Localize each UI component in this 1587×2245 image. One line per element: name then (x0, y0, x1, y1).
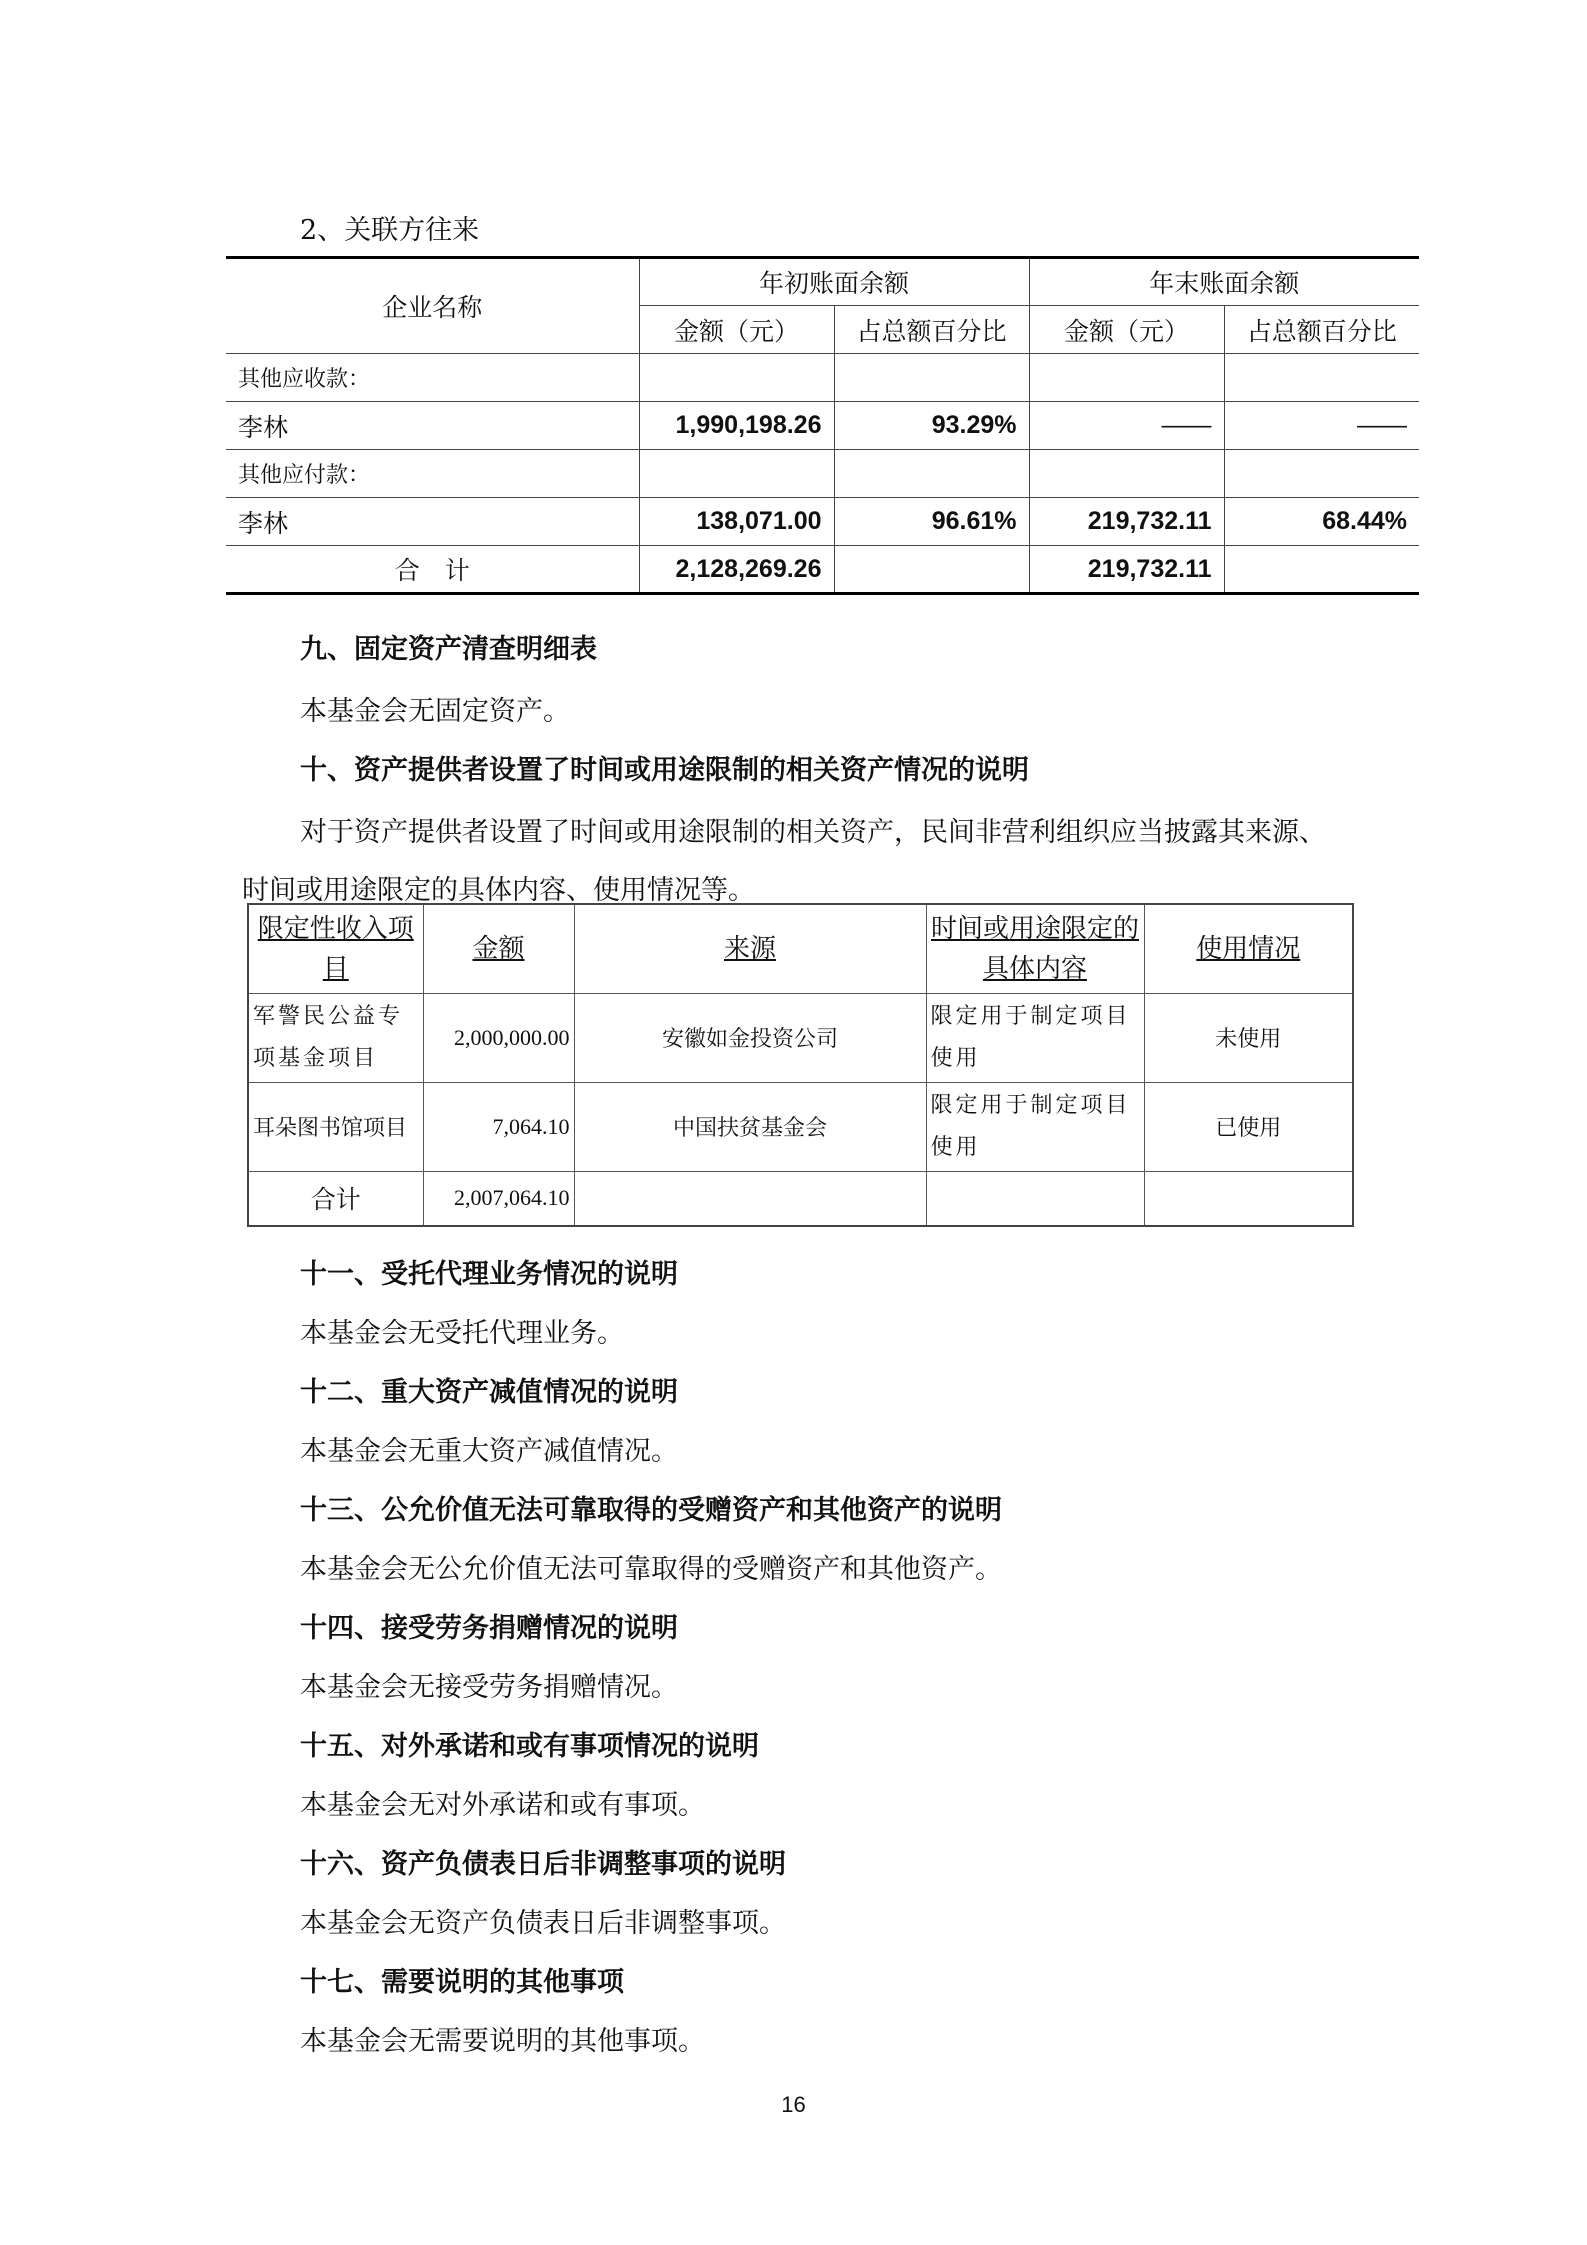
row-name: 其他应付款： (226, 450, 639, 498)
header-limit: 时间或用途限定的具体内容 (926, 904, 1144, 993)
total-begin-percent (834, 546, 1029, 594)
heading-9: 九、固定资产清查明细表 (300, 634, 597, 665)
header-status: 使用情况 (1144, 904, 1353, 993)
empty-cell (926, 1171, 1144, 1226)
row-name: 李林 (226, 498, 639, 546)
end-percent: —— (1224, 402, 1419, 450)
sub-end-percent: 占总额百分比 (1224, 306, 1419, 354)
item-name: 耳朵图书馆项目 (248, 1082, 423, 1171)
sub-begin-percent: 占总额百分比 (834, 306, 1029, 354)
header-amount: 金额 (423, 904, 574, 993)
begin-amount: 138,071.00 (639, 498, 834, 546)
item-limit: 限定用于制定项目使用 (926, 993, 1144, 1082)
heading-10: 十、资产提供者设置了时间或用途限制的相关资产情况的说明 (300, 755, 1029, 786)
heading-11: 十一、受托代理业务情况的说明 (300, 1259, 678, 1290)
sub-end-amount: 金额（元） (1029, 306, 1224, 354)
page-number: 16 (781, 2092, 806, 2117)
begin-percent (834, 450, 1029, 498)
begin-percent (834, 354, 1029, 402)
para-10-line1: 对于资产提供者设置了时间或用途限制的相关资产，民间非营利组织应当披露其来源、 (300, 817, 1326, 848)
end-percent: 68.44% (1224, 498, 1419, 546)
row-name: 其他应收款： (226, 354, 639, 402)
header-item: 限定性收入项目 (248, 904, 423, 993)
begin-percent: 93.29% (834, 402, 1029, 450)
end-amount (1029, 450, 1224, 498)
empty-cell (574, 1171, 926, 1226)
end-amount (1029, 354, 1224, 402)
table-row (226, 354, 1419, 402)
end-percent (1224, 354, 1419, 402)
end-amount: —— (1029, 402, 1224, 450)
total-label: 合计 (248, 1171, 423, 1226)
item-amount: 2,000,000.00 (423, 993, 574, 1082)
table-row (226, 450, 1419, 498)
section-2-title: 2、关联方往来 (300, 215, 480, 246)
para-13: 本基金会无公允价值无法可靠取得的受赠资产和其他资产。 (300, 1554, 1002, 1585)
empty-cell (1144, 1171, 1353, 1226)
para-14: 本基金会无接受劳务捐赠情况。 (300, 1672, 678, 1703)
item-source: 安徽如金投资公司 (574, 993, 926, 1082)
item-amount: 7,064.10 (423, 1082, 574, 1171)
total-label: 合 计 (226, 546, 639, 594)
para-10-line2: 时间或用途限定的具体内容、使用情况等。 (242, 875, 755, 906)
begin-amount (639, 354, 834, 402)
para-15: 本基金会无对外承诺和或有事项。 (300, 1790, 705, 1821)
heading-14: 十四、接受劳务捐赠情况的说明 (300, 1613, 678, 1644)
table-row (248, 1082, 1353, 1171)
heading-15: 十五、对外承诺和或有事项情况的说明 (300, 1731, 759, 1762)
col-begin-header: 年初账面余额 (639, 258, 1029, 306)
heading-17: 十七、需要说明的其他事项 (300, 1967, 624, 1998)
end-amount: 219,732.11 (1029, 498, 1224, 546)
total-row (248, 1171, 1353, 1226)
para-17: 本基金会无需要说明的其他事项。 (300, 2026, 705, 2057)
item-source: 中国扶贫基金会 (574, 1082, 926, 1171)
total-end-percent (1224, 546, 1419, 594)
end-percent (1224, 450, 1419, 498)
item-name: 军警民公益专项基金项目 (248, 993, 423, 1082)
col-company-header: 企业名称 (226, 258, 639, 354)
table-row (248, 993, 1353, 1082)
begin-percent: 96.61% (834, 498, 1029, 546)
begin-amount (639, 450, 834, 498)
sub-begin-amount: 金额（元） (639, 306, 834, 354)
item-limit: 限定用于制定项目使用 (926, 1082, 1144, 1171)
restricted-assets-table (247, 903, 1354, 1227)
total-begin-amount: 2,128,269.26 (639, 546, 834, 594)
heading-13: 十三、公允价值无法可靠取得的受赠资产和其他资产的说明 (300, 1495, 1002, 1526)
total-end-amount: 219,732.11 (1029, 546, 1224, 594)
row-name: 李林 (226, 402, 639, 450)
header-source: 来源 (574, 904, 926, 993)
begin-amount: 1,990,198.26 (639, 402, 834, 450)
item-status: 已使用 (1144, 1082, 1353, 1171)
col-end-header: 年末账面余额 (1029, 258, 1419, 306)
para-16: 本基金会无资产负债表日后非调整事项。 (300, 1908, 786, 1939)
para-12: 本基金会无重大资产减值情况。 (300, 1436, 678, 1467)
total-row (226, 546, 1419, 594)
para-11: 本基金会无受托代理业务。 (300, 1318, 624, 1349)
item-status: 未使用 (1144, 993, 1353, 1082)
table-row (226, 498, 1419, 546)
para-9: 本基金会无固定资产。 (300, 696, 570, 727)
related-party-table (226, 256, 1419, 595)
heading-16: 十六、资产负债表日后非调整事项的说明 (300, 1849, 786, 1880)
total-amount: 2,007,064.10 (423, 1171, 574, 1226)
heading-12: 十二、重大资产减值情况的说明 (300, 1377, 678, 1408)
table-row (226, 402, 1419, 450)
